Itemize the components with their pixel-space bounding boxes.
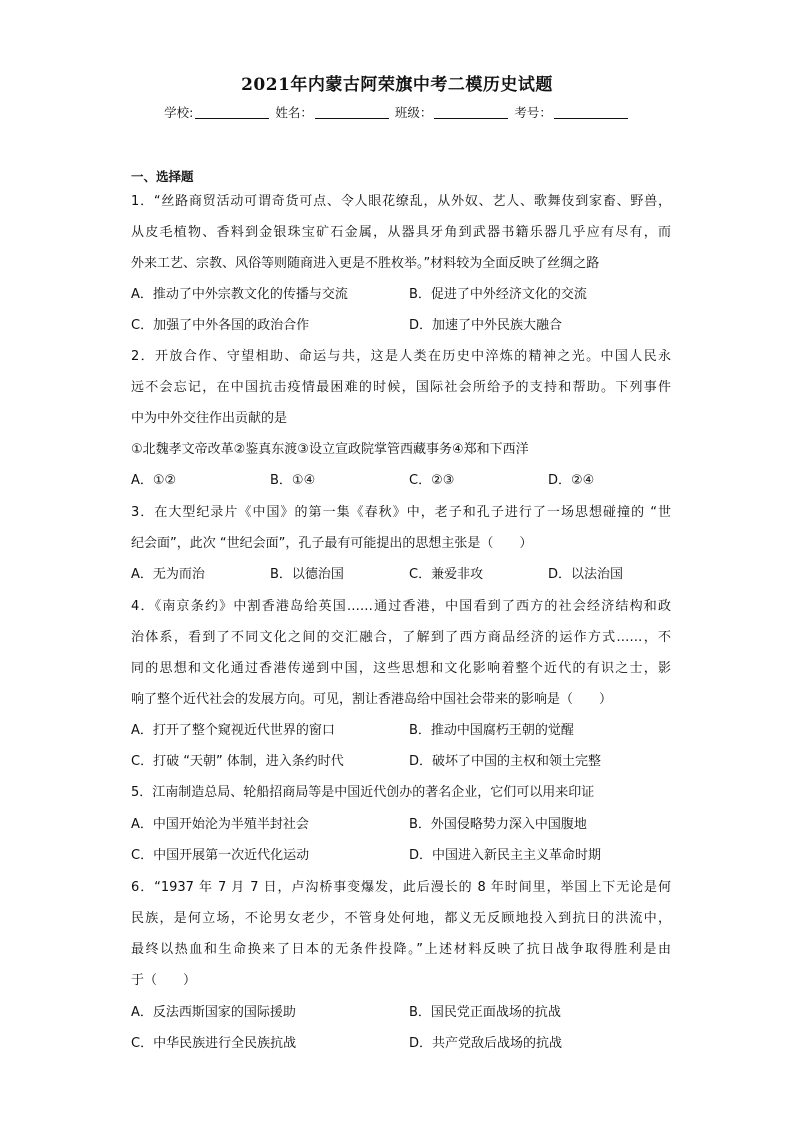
question-2-option-d[interactable]: D．②④ bbox=[548, 473, 595, 488]
question-4-option-d[interactable]: D．破坏了中国的主权和领土完整 bbox=[409, 754, 602, 769]
question-5-option-d[interactable]: D．中国进入新民主主义革命时期 bbox=[409, 848, 602, 863]
question-6-line-3: 最终以热血和生命换来了日本的无条件投降。”上述材料反映了抗日战争取得胜利是由 bbox=[131, 942, 671, 957]
question-2-line-1: 2．开放合作、守望相助、命运与共，这是人类在历史中淬炼的精神之光。中国人民永 bbox=[131, 349, 671, 364]
question-6-option-c[interactable]: C．中华民族进行全民族抗战 bbox=[131, 1036, 297, 1051]
class-blank[interactable] bbox=[434, 118, 508, 119]
exam-number-label: 考号： bbox=[514, 105, 552, 120]
question-6-line-2: 民族，是何立场，不论男女老少，不管身处何地，都义无反顾地投入到抗日的洪流中， bbox=[131, 911, 671, 926]
student-info-row bbox=[0, 103, 794, 121]
question-1-option-d[interactable]: D．加速了中外民族大融合 bbox=[409, 318, 563, 333]
class-field bbox=[395, 103, 511, 121]
school-blank[interactable] bbox=[195, 118, 269, 119]
question-2-option-b[interactable]: B．①④ bbox=[270, 473, 316, 488]
question-6-line-1: 6．“1937 年 7 月 7 日，卢沟桥事变爆发，此后漫长的 8 年时间里，举国上下无论是何 bbox=[131, 880, 671, 895]
question-1-line-2: 从皮毛植物、香料到金银珠宝矿石金属，从器具牙角到武器书籍乐器几乎应有尽有，而 bbox=[131, 225, 671, 240]
question-1-line-3: 外来工艺、宗教、风俗等则随商进入更是不胜枚举。”材料较为全面反映了丝绸之路 bbox=[131, 256, 600, 271]
question-1-option-b[interactable]: B．促进了中外经济文化的交流 bbox=[409, 287, 587, 302]
name-label: 姓名： bbox=[275, 105, 313, 120]
question-4-line-2: 治体系，看到了不同文化之间的交汇融合，了解到了西方商品经济的运作方式……，不 bbox=[131, 630, 671, 645]
question-6-line-4: 于（ ） bbox=[131, 973, 197, 988]
class-label: 班级： bbox=[394, 105, 433, 120]
question-4-line-1: 4．《南京条约》中割香港岛给英国……通过香港，中国看到了西方的社会经济结构和政 bbox=[131, 599, 671, 614]
question-3-line-2: 纪会面”，此次 “世纪会面”，孔子最有可能提出的思想主张是（ ） bbox=[131, 536, 533, 551]
question-2-line-4: ①北魏孝文帝改革②鉴真东渡③设立宣政院掌管西藏事务④郑和下西洋 bbox=[131, 442, 529, 457]
question-3-option-b[interactable]: B．以德治国 bbox=[270, 567, 344, 582]
question-6-option-d[interactable]: D．共产党敌后战场的抗战 bbox=[409, 1036, 563, 1051]
section-title: 一、选择题 bbox=[131, 169, 194, 184]
question-2-option-c[interactable]: C．②③ bbox=[409, 473, 455, 488]
name-field bbox=[275, 103, 391, 121]
exam-number-field bbox=[514, 103, 630, 121]
question-1-line-1: 1．“丝路商贸活动可谓奇货可点、令人眼花缭乱，从外奴、艺人、歌舞伎到家畜、野兽， bbox=[131, 194, 671, 209]
question-5-option-b[interactable]: B．外国侵略势力深入中国腹地 bbox=[409, 817, 587, 832]
question-2-line-3: 中为中外交往作出贡献的是 bbox=[131, 411, 288, 426]
school-field bbox=[164, 103, 271, 121]
page-title: 2021年内蒙古阿荣旗中考二模历史试题 bbox=[241, 75, 553, 95]
question-2-line-2: 远不会忘记，在中国抗击疫情最困难的时候，国际社会所给予的支持和帮助。下列事件 bbox=[131, 380, 671, 395]
question-4-option-b[interactable]: B．推动中国腐朽王朝的觉醒 bbox=[409, 723, 574, 738]
exam-number-blank[interactable] bbox=[554, 118, 628, 119]
question-3-option-d[interactable]: D．以法治国 bbox=[548, 567, 624, 582]
question-6-option-a[interactable]: A．反法西斯国家的国际援助 bbox=[131, 1005, 296, 1020]
question-4-line-3: 同的思想和文化通过香港传递到中国，这些思想和文化影响着整个近代的有识之士，影 bbox=[131, 661, 671, 676]
question-4-option-a[interactable]: A．打开了整个窥视近代世界的窗口 bbox=[131, 723, 335, 738]
question-2-option-a[interactable]: A．①② bbox=[131, 473, 177, 488]
question-4-line-4: 响了整个近代社会的发展方向。可见，割让香港岛给中国社会带来的影响是（ ） bbox=[131, 692, 613, 707]
question-3-option-c[interactable]: C．兼爱非攻 bbox=[409, 567, 484, 582]
question-1-option-a[interactable]: A．推动了中外宗教文化的传播与交流 bbox=[131, 287, 348, 302]
question-5-option-c[interactable]: C．中国开展第一次近代化运动 bbox=[131, 848, 310, 863]
question-1-option-c[interactable]: C．加强了中外各国的政治合作 bbox=[131, 318, 310, 333]
question-4-option-c[interactable]: C．打破 “天朝” 体制，进入条约时代 bbox=[131, 754, 344, 769]
question-6-option-b[interactable]: B．国民党正面战场的抗战 bbox=[409, 1005, 561, 1020]
school-label: 学校: bbox=[164, 105, 194, 120]
question-3-option-a[interactable]: A．无为而治 bbox=[131, 567, 205, 582]
name-blank[interactable] bbox=[315, 118, 389, 119]
question-5-option-a[interactable]: A．中国开始沦为半殖半封社会 bbox=[131, 817, 309, 832]
question-3-line-1: 3．在大型纪录片《中国》的第一集《春秋》中，老子和孔子进行了一场思想碰撞的 “世 bbox=[131, 505, 671, 520]
question-5-line-1: 5．江南制造总局、轮船招商局等是中国近代创办的著名企业，它们可以用来印证 bbox=[131, 785, 595, 800]
